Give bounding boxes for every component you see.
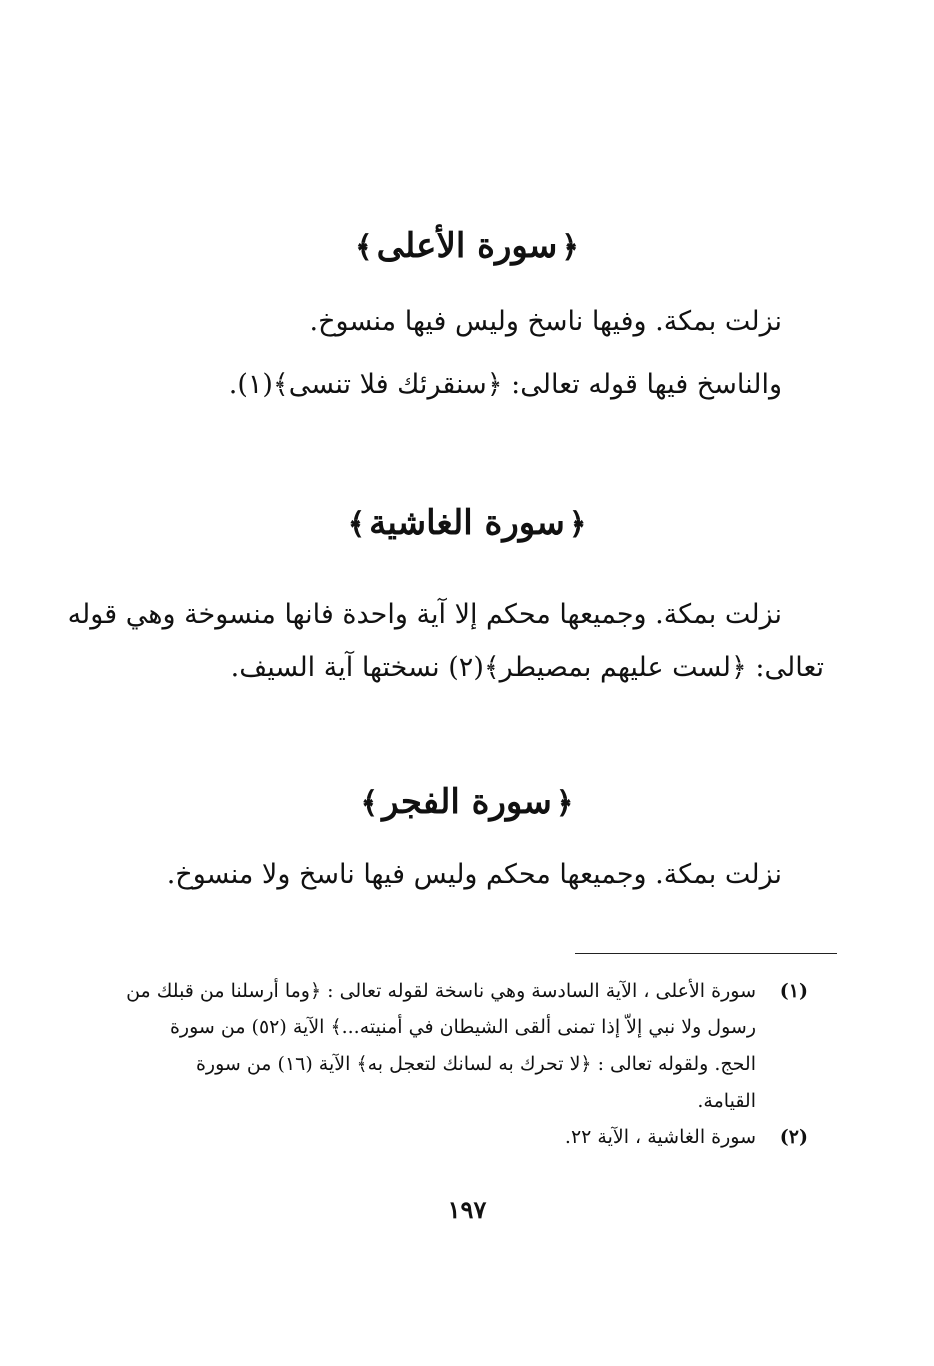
body-line: نزلت بمكة. وجميعها محكم إلا آية واحدة فانها منسوخة وهي قوله xyxy=(67,599,782,630)
page-number: ١٩٧ xyxy=(447,1195,487,1224)
ornament-bracket-icon: ﴾ xyxy=(355,230,373,265)
surah-heading-fajr xyxy=(0,782,934,824)
footnote-line: سورة الغاشية ، الآية ٢٢. xyxy=(564,1126,756,1148)
footnote-line: سورة الأعلى ، الآية السادسة وهي ناسخة لقوله تعالى : ﴿وما أرسلنا من قبلك من xyxy=(126,980,756,1002)
heading-text: سورة الأعلى xyxy=(376,226,558,266)
ornament-bracket-icon: ﴾ xyxy=(360,786,379,821)
ornament-bracket-icon: ﴾ xyxy=(347,507,366,542)
footnote-marker: (١) xyxy=(779,980,808,1002)
heading-text: سورة الغاشية xyxy=(369,503,565,543)
footnote-divider xyxy=(575,953,837,954)
footnote-line: القيامة. xyxy=(697,1090,756,1112)
surah-heading-alaa xyxy=(0,226,934,268)
body-line: والناسخ فيها قوله تعالى: ﴿سنقرئك فلا تنسى﴾(١). xyxy=(228,369,782,400)
ornament-bracket-icon: ﴿ xyxy=(561,230,579,265)
heading-text: سورة الفجر xyxy=(382,782,552,822)
surah-heading-ghashiya xyxy=(0,503,934,545)
ornament-bracket-icon: ﴿ xyxy=(555,786,574,821)
body-line: تعالى: ﴿لست عليهم بمصيطر﴾(٢) نسختها آية السيف. xyxy=(230,652,824,683)
footnote-line: رسول ولا نبي إلاّ إذا تمنى ألقى الشيطان في أمنيته...﴾ الآية (٥٢) من سورة xyxy=(169,1016,756,1038)
footnote-line: الحج. ولقوله تعالى : ﴿لا تحرك به لسانك لتعجل به﴾ الآية (١٦) من سورة xyxy=(195,1053,756,1075)
body-line: نزلت بمكة. وجميعها محكم وليس فيها ناسخ ولا منسوخ. xyxy=(166,859,782,890)
body-line: نزلت بمكة. وفيها ناسخ وليس فيها منسوخ. xyxy=(309,306,782,337)
ornament-bracket-icon: ﴿ xyxy=(568,507,587,542)
footnote-marker: (٢) xyxy=(779,1126,808,1148)
